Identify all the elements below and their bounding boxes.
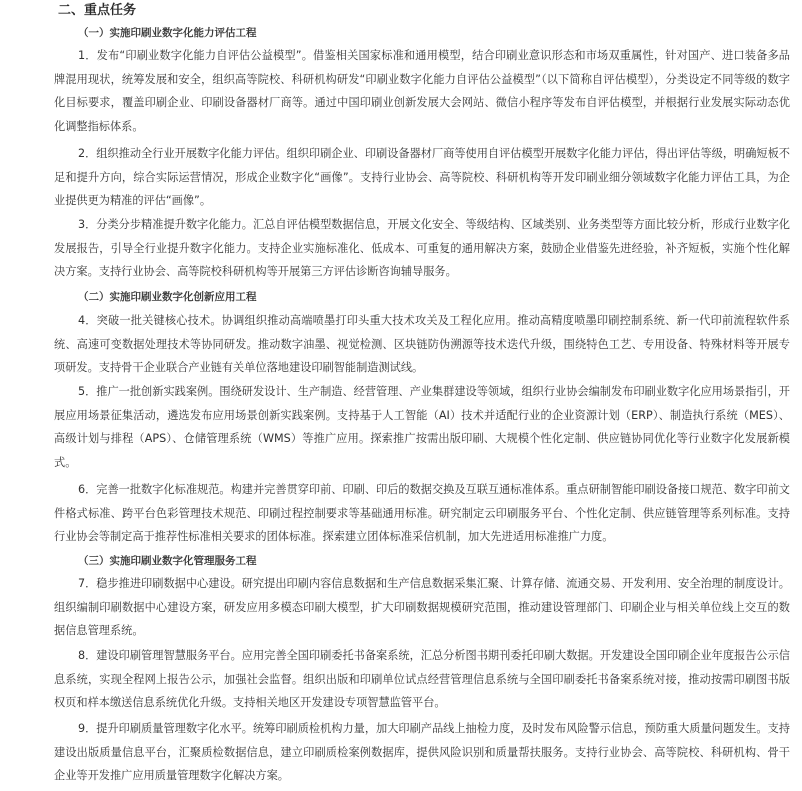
paragraph-4: 4．突破一批关键核心技术。协调组织推动高端喷墨打印头重大技术攻关及工程化应用。推动高精度喷墨印刷控制系统、新一代印前流程软件系统、高速可变数据处理技术等协同研发。推动数字油墨、视觉检测、区块链防伪溯源等技术迭代升级，围绕特色工艺、专用设备、特殊材料等开展专项研发。支持骨干企业联合产业链有关单位落地建设印刷智能制造测试线。 bbox=[54, 314, 790, 375]
paragraph-7: 7．稳步推进印刷数据中心建设。研究提出印刷内容信息数据和生产信息数据采集汇聚、计算存储、流通交易、开发利用、安全治理的制度设计。组织编制印刷数据中心建设方案，研发应用多模态印刷大模型，扩大印刷数据规模研究范围，推动建设管理部门、印刷企业与相关单位线上交互的数据信息管理系统。 bbox=[54, 577, 790, 638]
subsection-title-1: （一）实施印刷业数字化能力评估工程 bbox=[78, 27, 257, 39]
paragraph-3: 3．分类分步精准提升数字化能力。汇总自评估模型数据信息，开展文化安全、等级结构、区域类别、业务类型等方面比较分析，形成行业数字化发展报告，引导全行业提升数字化能力。支持企业实施标准化、低成本、可重复的通用解决方案，鼓励企业借鉴先进经验，补齐短板，实施个性化解决方案。支持行业协会、高等院校科研机构等开展第三方评估诊断咨询辅导服务。 bbox=[54, 218, 790, 279]
paragraph-9: 9．提升印刷质量管理数字化水平。统筹印刷质检机构力量，加大印刷产品线上抽检力度，及时发布风险警示信息，预防重大质量问题发生。支持建设出版质量信息平台，汇聚质检数据信息，建立印刷质检案例数据库，提供风险识别和质量帮扶服务。支持行业协会、高等院校、科研机构、骨干企业等开发推广应用质量管理数字化解决方案。 bbox=[54, 722, 790, 783]
paragraph-1: 1．发布“印刷业数字化能力自评估公益模型”。借鉴相关国家标准和通用模型，结合印刷业意识形态和市场双重属性，针对国产、进口装备多品牌混用现状，统筹发展和安全，组织高等院校、科研机构研发“印刷业数字化能力自评估公益模型”（以下简称自评估模型），分类设定不同等级的数字化目标要求，覆盖印刷企业、印刷设备器材厂商等。通过中国印刷业创新发展大会网站、微信小程序等发布自评估模型，并根据行业发展实际动态优化调整指标体系。 bbox=[54, 49, 790, 133]
paragraph-2: 2．组织推动全行业开展数字化能力评估。组织印刷企业、印刷设备器材厂商等使用自评估模型开展数字化能力评估，得出评估等级，明确短板不足和提升方向，综合实际运营情况，形成企业数字化“画像”。支持行业协会、高等院校、科研机构等开发印刷业细分领域数字化能力评估工具，为企业提供更为精准的评估“画像”。 bbox=[54, 147, 790, 208]
paragraph-8: 8．建设印刷管理智慧服务平台。应用完善全国印刷委托书备案系统，汇总分析图书期刊委托印刷大数据。开发建设全国印刷企业年度报告公示信息系统，实现全程网上报告公示，加强社会监督。组织出版和印刷单位试点经营管理信息系统与全国印刷委托书备案系统对接，推动按需印刷图书版权页和样本缴送信息系统优化升级。支持相关地区开发建设专项智慧监管平台。 bbox=[54, 649, 790, 710]
subsection-title-2: （二）实施印刷业数字化创新应用工程 bbox=[78, 291, 257, 303]
subsection-title-3: （三）实施印刷业数字化管理服务工程 bbox=[78, 555, 257, 567]
paragraph-5: 5．推广一批创新实践案例。围绕研发设计、生产制造、经营管理、产业集群建设等领域，组织行业协会编制发布印刷业数字化应用场景指引，开展应用场景征集活动，遴选发布应用场景创新实践案例。支持基于人工智能（AI）技术并适配行业的企业资源计划（ERP）、制造执行系统（MES）、高级计划与排程（APS）、仓储管理系统（WMS）等推广应用。探索推广按需出版印刷、大规模个性化定制、供应链协同优化等行业数字化发展新模式。 bbox=[54, 385, 790, 469]
paragraph-6: 6．完善一批数字化标准规范。构建并完善贯穿印前、印刷、印后的数据交换及互联互通标准体系。重点研制智能印刷设备接口规范、数字印前文件格式标准、跨平台色彩管理技术规范、印刷过程控制要求等基础通用标准。研究制定云印刷服务平台、个性化定制、供应链管理等系列标准。支持行业协会等制定高于推荐性标准相关要求的团体标准。探索建立团体标准采信机制，加大先进适用标准推广力度。 bbox=[54, 483, 790, 544]
section-title: 二、重点任务 bbox=[58, 3, 137, 18]
